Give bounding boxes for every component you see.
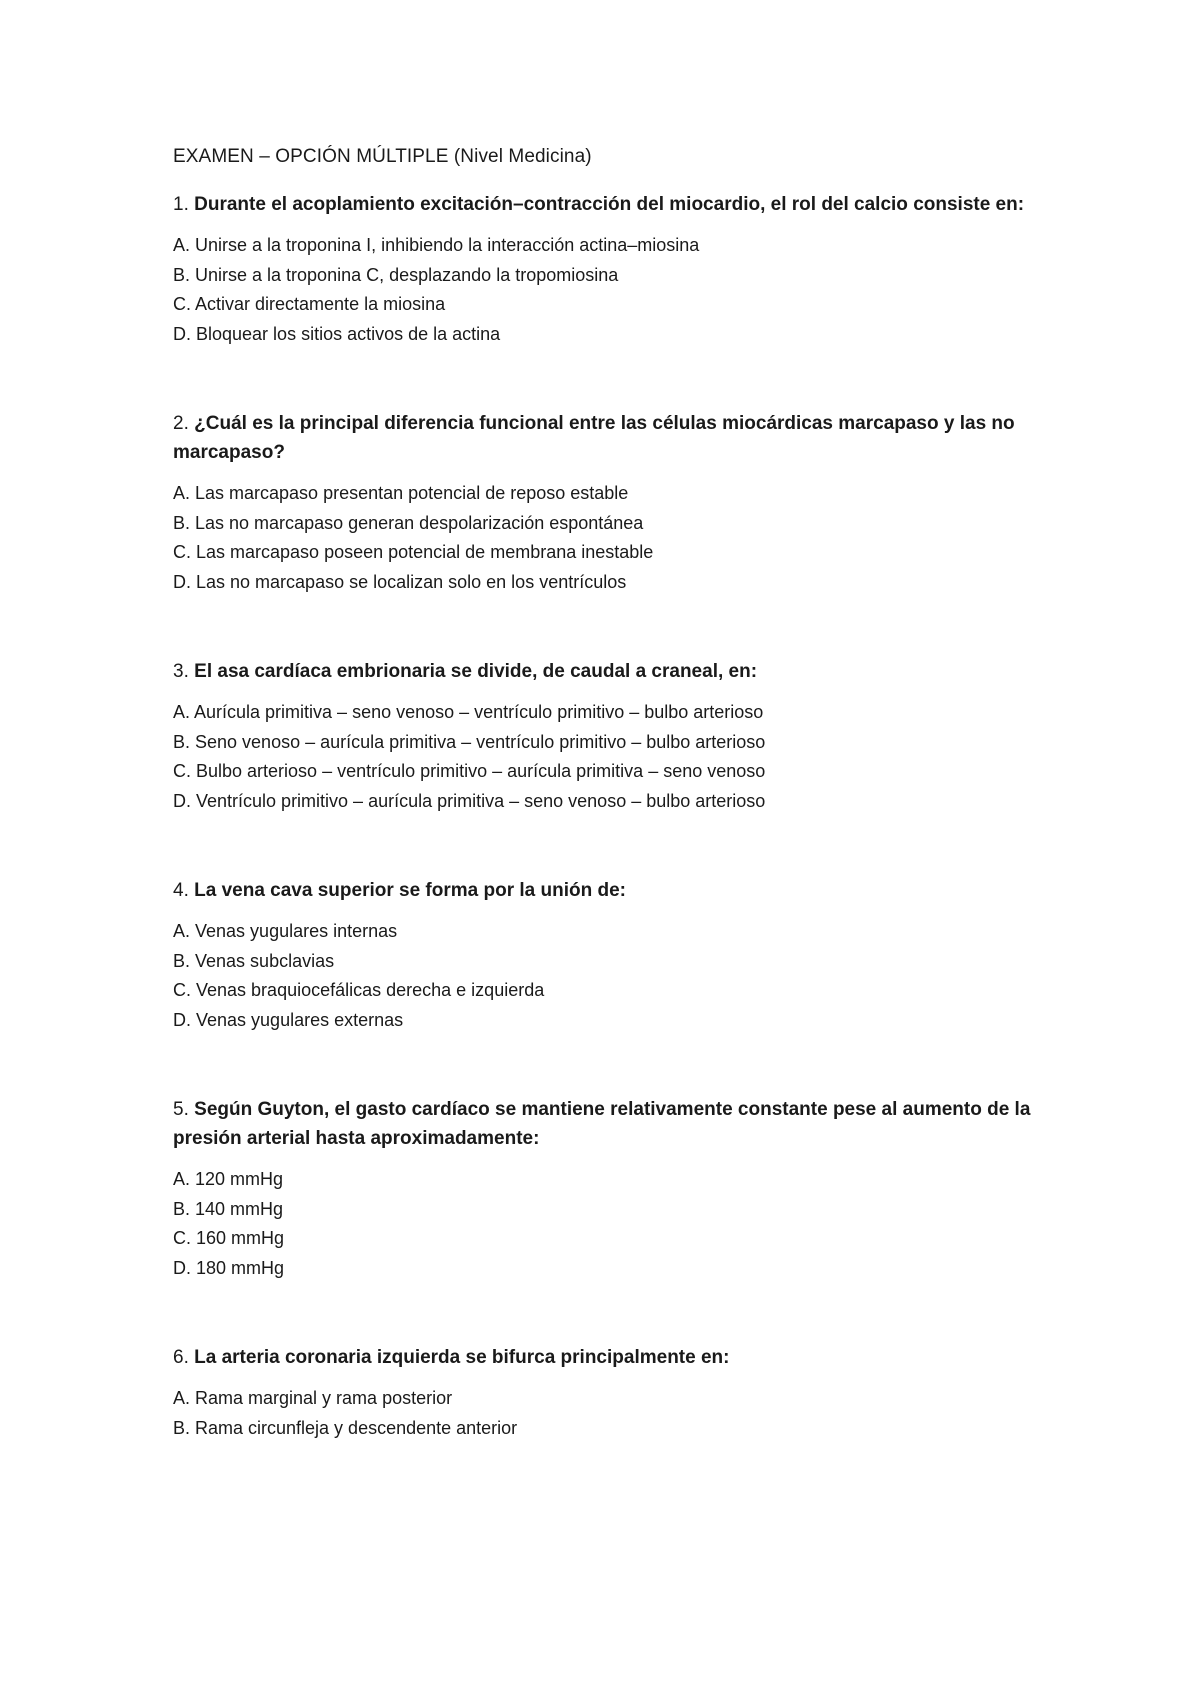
question-body: La arteria coronaria izquierda se bifurca principalmente en: bbox=[194, 1347, 730, 1368]
question-body: El asa cardíaca embrionaria se divide, de caudal a craneal, en: bbox=[194, 661, 758, 682]
option-a: A. Rama marginal y rama posterior bbox=[173, 1388, 453, 1408]
option-b: B. Venas subclavias bbox=[173, 950, 335, 971]
option-b: B. 140 mmHg bbox=[173, 1198, 284, 1219]
option-a: A. Venas yugulares internas bbox=[173, 921, 398, 941]
question-number: 6. bbox=[173, 1347, 189, 1368]
option-b: B. Rama circunfleja y descendente anterior bbox=[173, 1417, 518, 1438]
option-c: C. Venas braquiocefálicas derecha e izquierda bbox=[173, 980, 545, 1000]
question-number: 4. bbox=[173, 880, 189, 901]
question-text bbox=[173, 409, 1043, 467]
option-d: D. Ventrículo primitivo – aurícula primitiva – seno venoso – bulbo arterioso bbox=[173, 790, 766, 811]
question-body: ¿Cuál es la principal diferencia funcional entre las células miocárdicas marcapaso y las no marcapaso? bbox=[173, 413, 1015, 463]
question-text bbox=[173, 876, 1043, 905]
options-list bbox=[173, 231, 1043, 349]
question-6 bbox=[173, 1343, 1043, 1443]
question-number: 2. bbox=[173, 413, 189, 434]
option-c: C. 160 mmHg bbox=[173, 1228, 285, 1248]
options-list bbox=[173, 698, 1043, 816]
question-number: 3. bbox=[173, 661, 189, 682]
option-a: A. Aurícula primitiva – seno venoso – ventrículo primitivo – bulbo arterioso bbox=[173, 702, 764, 722]
question-body: La vena cava superior se forma por la unión de: bbox=[194, 880, 626, 901]
question-body: Durante el acoplamiento excitación–contracción del miocardio, el rol del calcio consiste en: bbox=[194, 194, 1025, 215]
question-text bbox=[173, 1343, 1043, 1372]
question-body: Según Guyton, el gasto cardíaco se mantiene relativamente constante pese al aumento de la presión arterial hasta aproximadamente: bbox=[173, 1099, 1031, 1149]
options-list bbox=[173, 917, 1043, 1035]
option-b: B. Las no marcapaso generan despolarización espontánea bbox=[173, 512, 644, 533]
option-b: B. Seno venoso – aurícula primitiva – ventrículo primitivo – bulbo arterioso bbox=[173, 731, 766, 752]
option-d: D. 180 mmHg bbox=[173, 1257, 285, 1278]
exam-title: EXAMEN – OPCIÓN MÚLTIPLE (Nivel Medicina) bbox=[173, 146, 592, 167]
question-text bbox=[173, 190, 1043, 219]
exam-page bbox=[173, 144, 1043, 1503]
question-text bbox=[173, 1095, 1043, 1153]
option-a: A. 120 mmHg bbox=[173, 1169, 284, 1189]
options-list bbox=[173, 1165, 1043, 1283]
question-1 bbox=[173, 190, 1043, 349]
option-d: D. Bloquear los sitios activos de la actina bbox=[173, 323, 501, 344]
option-b: B. Unirse a la troponina C, desplazando la tropomiosina bbox=[173, 264, 619, 285]
options-list bbox=[173, 479, 1043, 597]
option-a: A. Unirse a la troponina I, inhibiendo la interacción actina–miosina bbox=[173, 235, 700, 255]
options-list bbox=[173, 1384, 1043, 1443]
option-a: A. Las marcapaso presentan potencial de reposo estable bbox=[173, 483, 629, 503]
option-c: C. Bulbo arterioso – ventrículo primitivo – aurícula primitiva – seno venoso bbox=[173, 761, 766, 781]
option-d: D. Las no marcapaso se localizan solo en los ventrículos bbox=[173, 571, 627, 592]
option-c: C. Las marcapaso poseen potencial de membrana inestable bbox=[173, 542, 654, 562]
question-4 bbox=[173, 876, 1043, 1035]
question-number: 1. bbox=[173, 194, 189, 215]
question-3 bbox=[173, 657, 1043, 816]
question-text bbox=[173, 657, 1043, 686]
option-c: C. Activar directamente la miosina bbox=[173, 294, 446, 314]
question-5 bbox=[173, 1095, 1043, 1283]
question-2 bbox=[173, 409, 1043, 597]
option-d: D. Venas yugulares externas bbox=[173, 1009, 404, 1030]
question-number: 5. bbox=[173, 1099, 189, 1120]
